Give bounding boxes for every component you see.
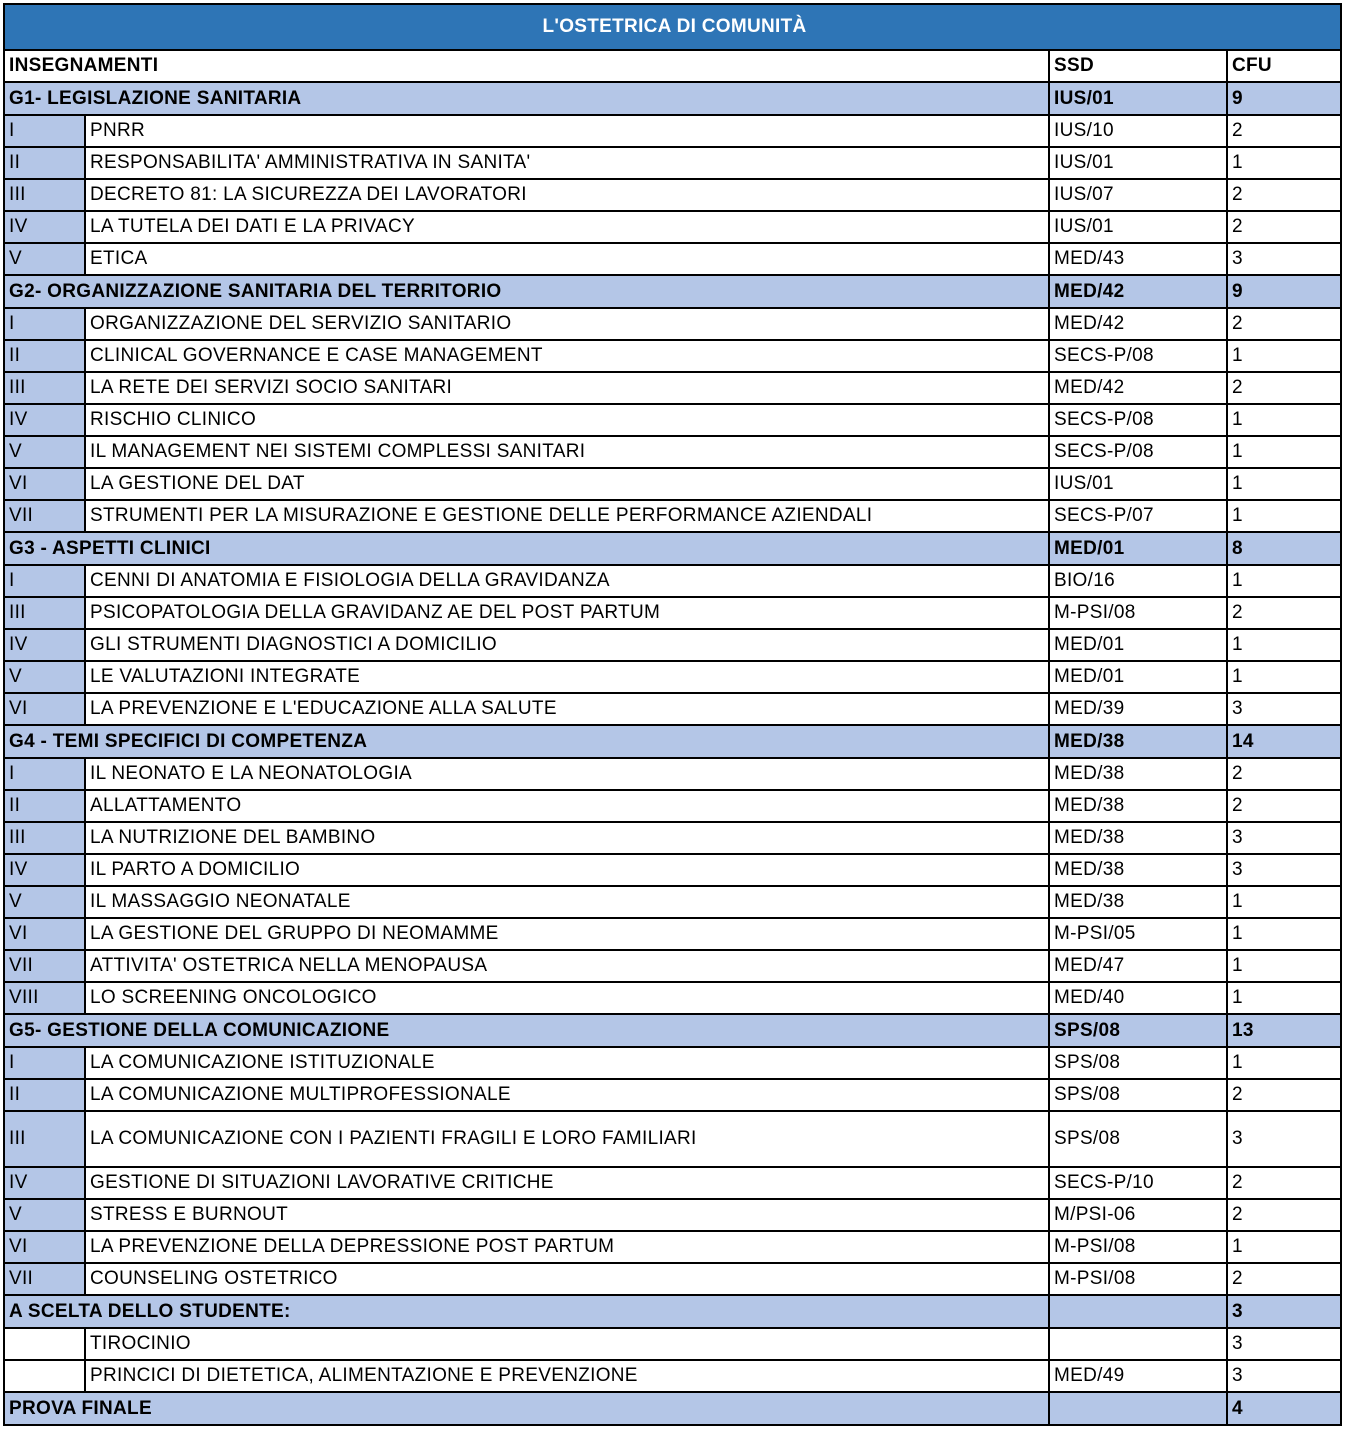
table-row <box>4 500 1341 532</box>
item-cfu: 2 <box>1227 179 1341 211</box>
item-cfu: 1 <box>1227 950 1341 982</box>
item-number: III <box>4 179 85 211</box>
header-cfu: CFU <box>1227 50 1341 82</box>
table-row <box>4 147 1341 179</box>
group-row <box>4 1392 1341 1425</box>
table-row <box>4 597 1341 629</box>
item-ssd: M-PSI/08 <box>1049 597 1227 629</box>
item-number: VI <box>4 918 85 950</box>
table-row <box>4 211 1341 243</box>
title-row <box>4 4 1341 50</box>
item-number: IV <box>4 629 85 661</box>
item-cfu: 2 <box>1227 1263 1341 1295</box>
item-cfu: 1 <box>1227 565 1341 597</box>
item-name: LA COMUNICAZIONE CON I PAZIENTI FRAGILI E LORO FAMILIARI <box>85 1111 1049 1167</box>
item-ssd: MED/38 <box>1049 822 1227 854</box>
item-cfu: 1 <box>1227 629 1341 661</box>
item-cfu: 3 <box>1227 854 1341 886</box>
item-number: III <box>4 1111 85 1167</box>
item-ssd: MED/38 <box>1049 854 1227 886</box>
item-cfu: 2 <box>1227 1167 1341 1199</box>
item-ssd: MED/42 <box>1049 372 1227 404</box>
item-ssd: SECS-P/08 <box>1049 436 1227 468</box>
table-row <box>4 404 1341 436</box>
item-ssd: MED/47 <box>1049 950 1227 982</box>
item-name: IL MANAGEMENT NEI SISTEMI COMPLESSI SANITARI <box>85 436 1049 468</box>
item-name: GLI STRUMENTI DIAGNOSTICI A DOMICILIO <box>85 629 1049 661</box>
item-name: RISCHIO CLINICO <box>85 404 1049 436</box>
item-name: ORGANIZZAZIONE DEL SERVIZIO SANITARIO <box>85 308 1049 340</box>
item-name: GESTIONE DI SITUAZIONI LAVORATIVE CRITICHE <box>85 1167 1049 1199</box>
table-row <box>4 115 1341 147</box>
page-title: L'OSTETRICA DI COMUNITÀ <box>4 4 1341 50</box>
group-name: G1- LEGISLAZIONE SANITARIA <box>4 82 1049 115</box>
item-name: DECRETO 81: LA SICUREZZA DEI LAVORATORI <box>85 179 1049 211</box>
group-row <box>4 1295 1341 1328</box>
item-cfu: 3 <box>1227 1360 1341 1392</box>
item-ssd: IUS/01 <box>1049 468 1227 500</box>
item-cfu: 1 <box>1227 661 1341 693</box>
item-number: VII <box>4 1263 85 1295</box>
item-number: VIII <box>4 982 85 1014</box>
item-name: CLINICAL GOVERNANCE E CASE MANAGEMENT <box>85 340 1049 372</box>
item-cfu: 2 <box>1227 790 1341 822</box>
item-number: IV <box>4 211 85 243</box>
table-row <box>4 1167 1341 1199</box>
table-row <box>4 918 1341 950</box>
group-row <box>4 532 1341 565</box>
item-number: IV <box>4 854 85 886</box>
table-row <box>4 758 1341 790</box>
item-cfu: 1 <box>1227 918 1341 950</box>
item-number: VI <box>4 693 85 725</box>
item-number: III <box>4 822 85 854</box>
group-cfu: 9 <box>1227 275 1341 308</box>
item-cfu: 2 <box>1227 597 1341 629</box>
item-ssd: MED/01 <box>1049 629 1227 661</box>
group-ssd <box>1049 1295 1227 1328</box>
item-number: II <box>4 790 85 822</box>
table-row <box>4 822 1341 854</box>
table-row <box>4 1079 1341 1111</box>
item-ssd: MED/43 <box>1049 243 1227 275</box>
item-ssd: MED/40 <box>1049 982 1227 1014</box>
item-name: IL NEONATO E LA NEONATOLOGIA <box>85 758 1049 790</box>
item-name: LA COMUNICAZIONE MULTIPROFESSIONALE <box>85 1079 1049 1111</box>
item-cfu: 1 <box>1227 468 1341 500</box>
item-name: ATTIVITA' OSTETRICA NELLA MENOPAUSA <box>85 950 1049 982</box>
item-name: LA GESTIONE DEL DAT <box>85 468 1049 500</box>
item-number: V <box>4 886 85 918</box>
item-number: VII <box>4 950 85 982</box>
table-row <box>4 886 1341 918</box>
item-name: LA RETE DEI SERVIZI SOCIO SANITARI <box>85 372 1049 404</box>
item-cfu: 1 <box>1227 500 1341 532</box>
item-number: IV <box>4 1167 85 1199</box>
item-ssd: SECS-P/08 <box>1049 340 1227 372</box>
table-row <box>4 1360 1341 1392</box>
item-name: LA PREVENZIONE E L'EDUCAZIONE ALLA SALUTE <box>85 693 1049 725</box>
group-row <box>4 82 1341 115</box>
item-name: PRINCICI DI DIETETICA, ALIMENTAZIONE E PREVENZIONE <box>85 1360 1049 1392</box>
item-ssd: MED/38 <box>1049 886 1227 918</box>
item-ssd: SPS/08 <box>1049 1111 1227 1167</box>
item-cfu: 2 <box>1227 372 1341 404</box>
group-name: A SCELTA DELLO STUDENTE: <box>4 1295 1049 1328</box>
item-name: STRUMENTI PER LA MISURAZIONE E GESTIONE DELLE PERFORMANCE AZIENDALI <box>85 500 1049 532</box>
header-row <box>4 50 1341 82</box>
item-number: I <box>4 1047 85 1079</box>
item-ssd: IUS/10 <box>1049 115 1227 147</box>
item-cfu: 2 <box>1227 115 1341 147</box>
group-cfu: 3 <box>1227 1295 1341 1328</box>
table-row <box>4 790 1341 822</box>
group-name: G3 - ASPETTI CLINICI <box>4 532 1049 565</box>
item-ssd: M-PSI/08 <box>1049 1263 1227 1295</box>
group-ssd: MED/01 <box>1049 532 1227 565</box>
group-name: PROVA FINALE <box>4 1392 1049 1425</box>
item-cfu: 3 <box>1227 243 1341 275</box>
table-row <box>4 1199 1341 1231</box>
item-cfu: 2 <box>1227 1079 1341 1111</box>
item-cfu: 3 <box>1227 822 1341 854</box>
item-cfu: 3 <box>1227 1111 1341 1167</box>
item-name: LO SCREENING ONCOLOGICO <box>85 982 1049 1014</box>
item-ssd: MED/42 <box>1049 308 1227 340</box>
group-cfu: 14 <box>1227 725 1341 758</box>
item-cfu: 2 <box>1227 211 1341 243</box>
item-ssd: SPS/08 <box>1049 1047 1227 1079</box>
item-number: V <box>4 436 85 468</box>
table-row <box>4 1111 1341 1167</box>
item-number: VII <box>4 500 85 532</box>
item-number: I <box>4 308 85 340</box>
courses-table <box>3 3 1342 1426</box>
table-row <box>4 340 1341 372</box>
group-name: G2- ORGANIZZAZIONE SANITARIA DEL TERRITORIO <box>4 275 1049 308</box>
item-number: V <box>4 661 85 693</box>
item-number: I <box>4 758 85 790</box>
item-name: LA NUTRIZIONE DEL BAMBINO <box>85 822 1049 854</box>
item-ssd: MED/49 <box>1049 1360 1227 1392</box>
item-number: I <box>4 115 85 147</box>
group-ssd: SPS/08 <box>1049 1014 1227 1047</box>
item-name: LA GESTIONE DEL GRUPPO DI NEOMAMME <box>85 918 1049 950</box>
item-cfu: 1 <box>1227 404 1341 436</box>
item-name: STRESS E BURNOUT <box>85 1199 1049 1231</box>
item-number: II <box>4 1079 85 1111</box>
item-ssd: M-PSI/05 <box>1049 918 1227 950</box>
header-ssd: SSD <box>1049 50 1227 82</box>
group-ssd: MED/38 <box>1049 725 1227 758</box>
group-row <box>4 725 1341 758</box>
item-cfu: 3 <box>1227 1328 1341 1360</box>
table-row <box>4 629 1341 661</box>
item-name: TIROCINIO <box>85 1328 1049 1360</box>
item-name: RESPONSABILITA' AMMINISTRATIVA IN SANITA' <box>85 147 1049 179</box>
item-ssd: SECS-P/10 <box>1049 1167 1227 1199</box>
item-ssd: IUS/01 <box>1049 147 1227 179</box>
table-row <box>4 565 1341 597</box>
group-cfu: 13 <box>1227 1014 1341 1047</box>
item-ssd: M/PSI-06 <box>1049 1199 1227 1231</box>
table-row <box>4 468 1341 500</box>
group-cfu: 8 <box>1227 532 1341 565</box>
item-name: LA TUTELA DEI DATI E LA PRIVACY <box>85 211 1049 243</box>
item-number <box>4 1360 85 1392</box>
table-row <box>4 1047 1341 1079</box>
item-number <box>4 1328 85 1360</box>
group-name: G5- GESTIONE DELLA COMUNICAZIONE <box>4 1014 1049 1047</box>
group-row <box>4 275 1341 308</box>
table-row <box>4 854 1341 886</box>
item-ssd: MED/38 <box>1049 790 1227 822</box>
group-row <box>4 1014 1341 1047</box>
item-cfu: 2 <box>1227 308 1341 340</box>
group-name: G4 - TEMI SPECIFICI DI COMPETENZA <box>4 725 1049 758</box>
item-cfu: 2 <box>1227 758 1341 790</box>
table-row <box>4 179 1341 211</box>
item-name: IL MASSAGGIO NEONATALE <box>85 886 1049 918</box>
item-number: VI <box>4 468 85 500</box>
item-name: ALLATTAMENTO <box>85 790 1049 822</box>
item-name: PSICOPATOLOGIA DELLA GRAVIDANZ AE DEL POST PARTUM <box>85 597 1049 629</box>
item-number: III <box>4 597 85 629</box>
item-cfu: 1 <box>1227 1047 1341 1079</box>
item-name: LA COMUNICAZIONE ISTITUZIONALE <box>85 1047 1049 1079</box>
group-ssd <box>1049 1392 1227 1425</box>
table-row <box>4 982 1341 1014</box>
item-name: CENNI DI ANATOMIA E FISIOLOGIA DELLA GRAVIDANZA <box>85 565 1049 597</box>
item-ssd: SECS-P/07 <box>1049 500 1227 532</box>
table-row <box>4 1328 1341 1360</box>
item-number: I <box>4 565 85 597</box>
table-row <box>4 950 1341 982</box>
group-ssd: MED/42 <box>1049 275 1227 308</box>
table-row <box>4 308 1341 340</box>
table-row <box>4 372 1341 404</box>
group-cfu: 9 <box>1227 82 1341 115</box>
header-insegnamenti: INSEGNAMENTI <box>4 50 1049 82</box>
group-cfu: 4 <box>1227 1392 1341 1425</box>
item-ssd: MED/38 <box>1049 758 1227 790</box>
item-cfu: 1 <box>1227 1231 1341 1263</box>
item-ssd: SPS/08 <box>1049 1079 1227 1111</box>
group-ssd: IUS/01 <box>1049 82 1227 115</box>
item-name: ETICA <box>85 243 1049 275</box>
item-cfu: 1 <box>1227 147 1341 179</box>
item-number: IV <box>4 404 85 436</box>
item-cfu: 1 <box>1227 886 1341 918</box>
item-cfu: 1 <box>1227 436 1341 468</box>
table-row <box>4 1231 1341 1263</box>
item-cfu: 2 <box>1227 1199 1341 1231</box>
item-cfu: 1 <box>1227 340 1341 372</box>
item-ssd: M-PSI/08 <box>1049 1231 1227 1263</box>
item-ssd: BIO/16 <box>1049 565 1227 597</box>
item-ssd: MED/39 <box>1049 693 1227 725</box>
item-number: II <box>4 147 85 179</box>
item-name: IL PARTO A DOMICILIO <box>85 854 1049 886</box>
item-ssd: MED/01 <box>1049 661 1227 693</box>
table-row <box>4 661 1341 693</box>
item-ssd: IUS/07 <box>1049 179 1227 211</box>
item-number: V <box>4 1199 85 1231</box>
table-row <box>4 243 1341 275</box>
item-cfu: 1 <box>1227 982 1341 1014</box>
table-row <box>4 1263 1341 1295</box>
item-number: VI <box>4 1231 85 1263</box>
table-row <box>4 436 1341 468</box>
item-name: LE VALUTAZIONI INTEGRATE <box>85 661 1049 693</box>
item-cfu: 3 <box>1227 693 1341 725</box>
item-name: LA PREVENZIONE DELLA DEPRESSIONE POST PARTUM <box>85 1231 1049 1263</box>
item-name: COUNSELING OSTETRICO <box>85 1263 1049 1295</box>
item-number: V <box>4 243 85 275</box>
item-ssd: SECS-P/08 <box>1049 404 1227 436</box>
item-ssd <box>1049 1328 1227 1360</box>
table-row <box>4 693 1341 725</box>
item-name: PNRR <box>85 115 1049 147</box>
item-ssd: IUS/01 <box>1049 211 1227 243</box>
item-number: II <box>4 340 85 372</box>
item-number: III <box>4 372 85 404</box>
